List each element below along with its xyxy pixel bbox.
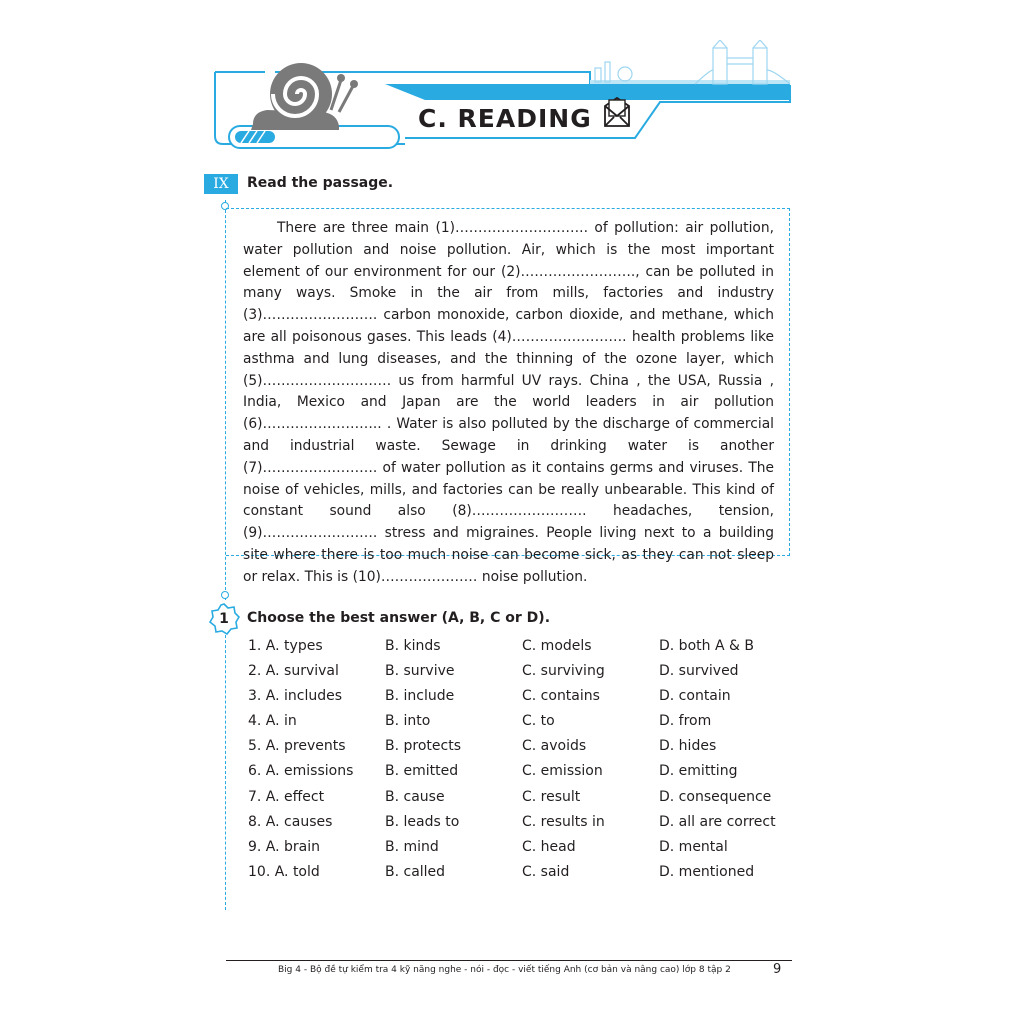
page-number: 9 — [773, 962, 782, 977]
option-d: D. mental — [659, 838, 728, 855]
option-b: B. survive — [385, 663, 455, 680]
option-d: D. consequence — [659, 788, 772, 805]
guide-dot — [221, 591, 229, 599]
option-c: C. emission — [522, 763, 603, 780]
envelope-icon — [605, 98, 629, 126]
option-d: D. all are correct — [659, 813, 776, 830]
option-a: 4. A. in — [248, 713, 297, 730]
banner-frame — [205, 40, 795, 155]
question-number: 1 — [219, 611, 229, 627]
option-a: 8. A. causes — [248, 813, 333, 830]
option-c: C. result — [522, 788, 581, 805]
option-a: 3. A. includes — [248, 688, 343, 705]
footer-rule — [226, 960, 792, 961]
option-c: C. models — [522, 638, 592, 654]
exercise-badge: IX — [204, 174, 238, 194]
option-c: C. results in — [522, 813, 605, 830]
option-b: B. cause — [385, 788, 445, 805]
exercise-title: Read the passage. — [247, 175, 394, 191]
question-title: Choose the best answer (A, B, C or D). — [247, 610, 551, 626]
option-b: B. mind — [385, 838, 439, 855]
option-a: 7. A. effect — [248, 788, 325, 805]
option-c: C. contains — [522, 688, 600, 705]
option-b: B. leads to — [385, 813, 460, 830]
footer-book-title: Big 4 - Bộ đề tự kiểm tra 4 kỹ năng nghe - nói - đọc - viết tiếng Anh (cơ bản và nâng cao) lớp 8 tập 2 — [278, 965, 731, 975]
option-b: B. include — [385, 688, 455, 705]
option-d: D. survived — [659, 663, 739, 680]
option-c: C. surviving — [522, 663, 605, 680]
option-b: B. protects — [385, 738, 461, 755]
guide-line — [225, 630, 226, 910]
snail-icon — [251, 63, 358, 130]
option-d: D. mentioned — [659, 863, 755, 880]
option-a: 9. A. brain — [248, 838, 321, 855]
option-a: 6. A. emissions — [248, 763, 354, 780]
option-d: D. both A & B — [659, 638, 754, 654]
section-banner — [205, 40, 795, 155]
option-b: B. kinds — [385, 638, 441, 654]
section-title: C. READING — [418, 104, 592, 133]
option-b: B. called — [385, 863, 446, 880]
option-a: 2. A. survival — [248, 663, 339, 680]
option-b: B. emitted — [385, 763, 459, 780]
option-d: D. hides — [659, 738, 717, 755]
reading-passage: There are three main (1)……………………….. of pollution: air pollution, water pollution and noise pollution. Air, which is the most important element of our environment for our (2)……………………., can be polluted in many ways. Smoke in the air from mills, factories and industry (3)……………………. carbon monoxide, carbon dioxide, and methane, which are all poisonous gases. This leads (4)……………………. health problems like asthma and lung diseases, and the thinning of the ozone layer, which (5)………………………. us from harmful UV rays. China , the USA, Russia , India, Mexico and Japan are the world leaders in air pollution (6)…………………….. . Water is also polluted by the discharge of commercial and industrial waste. Sewage in drinking water is another (7)……………………. of water pollution as it contains germs and viruses. The noise of vehicles, mills, and factories can be really unbearable. This kind of constant sound also (8)……………………. headaches, tension, (9)……………………. stress and migraines. People living next to a building site where there is too much noise can become sick, as they can not sleep or relax. This is (10)………………… noise pollution. — [243, 220, 774, 585]
option-d: D. from — [659, 713, 712, 730]
option-d: D. contain — [659, 688, 731, 705]
option-d: D. emitting — [659, 763, 738, 780]
option-c: C. said — [522, 863, 570, 880]
option-a: 10. A. told — [248, 863, 320, 880]
option-a: 5. A. prevents — [248, 738, 346, 755]
option-c: C. avoids — [522, 738, 587, 755]
option-a: 1. A. types — [248, 638, 323, 654]
tower-bridge-icon — [595, 40, 790, 84]
option-c: C. to — [522, 713, 555, 730]
question-badge — [208, 603, 240, 635]
option-b: B. into — [385, 713, 431, 730]
option-c: C. head — [522, 838, 576, 855]
